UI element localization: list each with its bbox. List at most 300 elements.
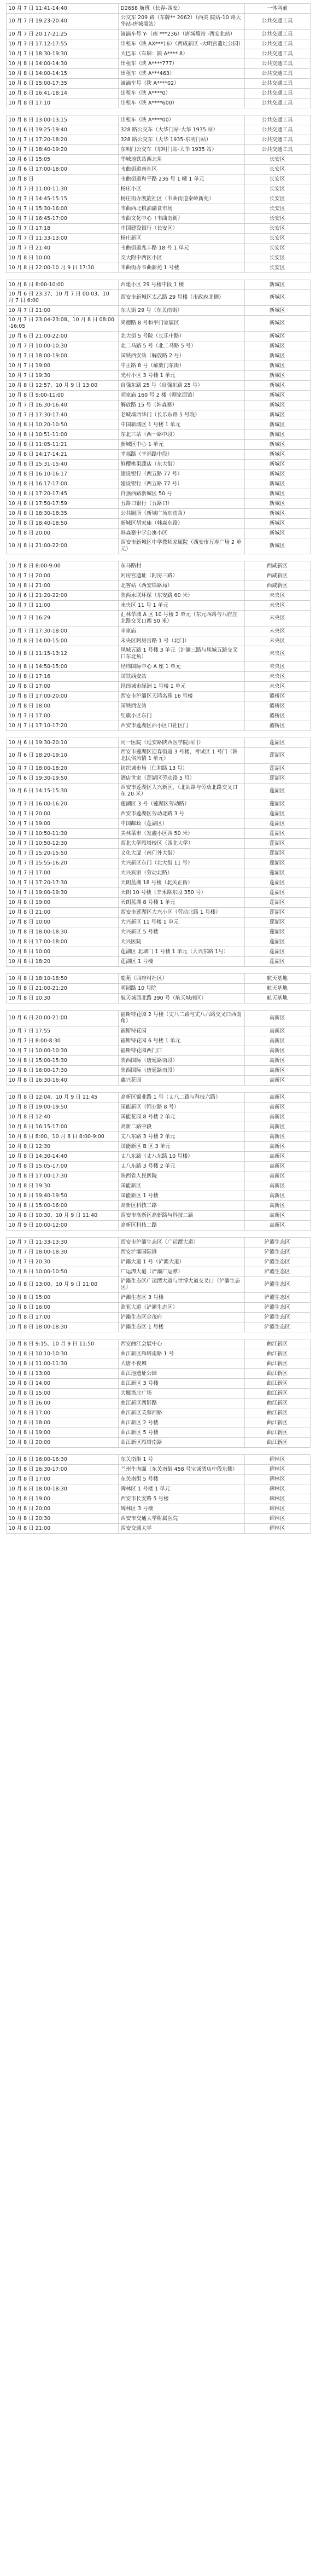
time-cell: 10 月 7 日 10:50-12:30 [6, 839, 118, 849]
table-row [6, 692, 310, 701]
time-cell: 10 月 7 日 20:17-21:25 [6, 30, 118, 39]
place-cell: 东明门公交车（东明门站-大华 1935 站） [118, 145, 244, 155]
time-cell: 10 月 8 日 16:00-16:30 [6, 1455, 118, 1465]
district-cell: 浐灞生态区 [244, 1238, 310, 1248]
place-cell: 解放路 15 号（韩森寨） [118, 401, 244, 410]
table-row [6, 774, 310, 784]
district-cell: 长安区 [244, 165, 310, 175]
district-cell: 新城区 [244, 469, 310, 479]
place-cell: 辛家庙 [118, 626, 244, 636]
time-cell: 10 月 8 日 8:00-9:00 [6, 561, 118, 571]
table-row [6, 984, 310, 994]
table-row [6, 918, 310, 927]
place-cell: 红旗小区东门 [118, 711, 244, 721]
table-row [6, 1494, 310, 1504]
table-row [6, 184, 310, 194]
place-cell: 东关南街 1 号 [118, 1455, 244, 1465]
district-cell: 未央区 [244, 672, 310, 682]
time-cell: 10 月 8 日 19:00 [6, 1494, 118, 1504]
place-cell: 碑林区 3 号楼 [118, 1504, 244, 1514]
district-cell: 高新区 [244, 1076, 310, 1086]
time-cell: 10 月 8 日 19:00-19:50 [6, 1103, 118, 1112]
table-row [6, 1171, 310, 1181]
district-cell: 碑林区 [244, 1514, 310, 1524]
table-row [6, 469, 310, 479]
place-cell: 滴滴车号（陕 A****02） [118, 79, 244, 89]
place-cell: 韦曲文化中心（韦曲南街） [118, 214, 244, 224]
place-cell: 高新区科技二路 [118, 1201, 244, 1211]
district-cell: 曲江新区 [244, 1349, 310, 1359]
district-cell: 曲江新区 [244, 1399, 310, 1408]
time-cell: 10 月 8 日 20:00 [6, 1504, 118, 1514]
district-cell: 新城区 [244, 489, 310, 499]
table-row [6, 361, 310, 371]
place-cell: 韩森寨中学公寓小区 [118, 529, 244, 538]
place-cell: 大兴医院 [118, 937, 244, 947]
district-cell: 未央区 [244, 682, 310, 692]
table-row [6, 974, 310, 984]
district-cell: 新城区 [244, 450, 310, 460]
time-cell: 10 月 7 日 20:00 [6, 571, 118, 581]
place-cell: 西安交通大学 [118, 1524, 244, 1534]
table-row [6, 1152, 310, 1162]
district-cell: 莲湖区 [244, 898, 310, 908]
district-cell: 公共交通工具 [244, 145, 310, 155]
table-row [6, 39, 310, 49]
district-cell: 碑林区 [244, 1465, 310, 1475]
schedule-table [6, 1454, 311, 1534]
place-cell: 碑林区 1 号楼 1 单元 [118, 1484, 244, 1494]
time-cell: 10 月 8 日 17:00 [6, 682, 118, 692]
time-cell: 10 月 8 日 10:00-10:50 [6, 1267, 118, 1277]
time-cell: 10 月 8 日 16:41-18:14 [6, 89, 118, 98]
place-cell: 福斯特花园西门口 [118, 1046, 244, 1056]
place-cell: 国能新区 B 区 3 单元 [118, 1142, 244, 1152]
time-cell: 10 月 8 日 10:00 [6, 947, 118, 957]
table-row [6, 878, 310, 888]
place-cell: 大唐不夜城 [118, 1359, 244, 1369]
place-cell: 西安浐灞国际港 [118, 1248, 244, 1257]
district-cell: 浐灞生态区 [244, 1313, 310, 1322]
district-cell: 新城区 [244, 391, 310, 401]
district-cell: 长安区 [244, 224, 310, 234]
table-row [6, 764, 310, 774]
place-cell: 西安曲江会展中心 [118, 1339, 244, 1349]
place-cell: 国铁西安站 [118, 701, 244, 711]
time-cell: 10 月 8 日 10:20-10:50 [6, 420, 118, 430]
time-cell: 10 月 6 日 21:00-22:00 [6, 332, 118, 341]
district-cell: 莲湖区 [244, 868, 310, 878]
schedule-table [6, 115, 311, 273]
place-cell: 光村小区 3 号楼 1 单元 [118, 371, 244, 381]
time-cell: 10 月 8 日 17:00 [6, 1408, 118, 1418]
time-cell: 10 月 8 日 18:30-18:35 [6, 509, 118, 519]
table-row [6, 1191, 310, 1201]
district-cell: 曲江新区 [244, 1359, 310, 1369]
time-cell: 10 月 6 日 18:20-19:10 [6, 748, 118, 764]
district-cell: 公共交通工具 [244, 59, 310, 69]
place-cell: 西安市新城区中学教师家属院（西安市万寿广场 2 单元） [118, 538, 244, 554]
table-row [6, 1313, 310, 1322]
time-cell: 10 月 8 日 22:00-10 月 9 日 17:30 [6, 263, 118, 273]
time-cell: 10 月 7 日 23:04-23:08、10 月 8 日 08:00-16:05 [6, 316, 118, 332]
time-cell: 10 月 8 日 14:17-14:21 [6, 450, 118, 460]
district-cell: 莲湖区 [244, 809, 310, 819]
time-cell: 10 月 8 日 14:00 [6, 1379, 118, 1389]
place-cell: 韦曲街办韦曲新苑 1 号楼 [118, 263, 244, 273]
time-cell: 10 月 8 日 15:31-15:40 [6, 460, 118, 469]
place-cell: 韦曲西北粮油副食市场 [118, 204, 244, 214]
district-cell: 莲湖区 [244, 799, 310, 809]
time-cell: 10 月 7 日 14:45-15:15 [6, 194, 118, 204]
place-cell: 老城墙西华门（长乐东路 5 号院） [118, 410, 244, 420]
table-row [6, 98, 310, 108]
district-cell: 长安区 [244, 184, 310, 194]
table-row [6, 145, 310, 155]
table-row [6, 1514, 310, 1524]
place-cell: 国铁西安站（解放路 2 号） [118, 351, 244, 361]
table-row [6, 115, 310, 125]
time-cell: 10 月 8 日 12:04、10 月 9 日 11:45 [6, 1093, 118, 1103]
district-cell: 航天基地 [244, 984, 310, 994]
time-cell: 10 月 8 日 21:00 [6, 1524, 118, 1534]
place-cell: 丈八东路 3 号楼 2 单元 [118, 1132, 244, 1142]
table-row [6, 263, 310, 273]
time-cell: 10 月 8 日 15:05-17:00 [6, 1162, 118, 1171]
place-cell: 广运潭大道（浐灞广运潭） [118, 1267, 244, 1277]
time-cell: 10 月 8 日 18:00-18:30 [6, 927, 118, 937]
district-cell: 曲江新区 [244, 1369, 310, 1379]
place-cell: 未央区阿房宫路 1 号（北门） [118, 636, 244, 646]
table-row [6, 898, 310, 908]
time-cell: 10 月 9 日 10:00-12:00 [6, 1221, 118, 1231]
table-row [6, 1428, 310, 1438]
time-cell: 10 月 8 日 20:00 [6, 1438, 118, 1448]
district-cell: 曲江新区 [244, 1438, 310, 1448]
district-cell: 新城区 [244, 479, 310, 489]
time-cell: 10 月 8 日 10:30、10 月 9 日 11:40 [6, 1211, 118, 1221]
table-row [6, 1011, 310, 1026]
time-cell: 10 月 7 日 17:55 [6, 1026, 118, 1036]
place-cell: 建设银行（西五路 77 号） [118, 469, 244, 479]
place-cell: 丈八东路（丈八东路 10 号楼） [118, 1152, 244, 1162]
district-cell: 公共交通工具 [244, 39, 310, 49]
district-cell: 长安区 [244, 155, 310, 165]
table-row [6, 1389, 310, 1399]
time-cell: 10 月 8 日 20:30 [6, 1514, 118, 1524]
table-row [6, 1267, 310, 1277]
time-cell: 10 月 7 日 11:00 [6, 601, 118, 611]
place-cell: 杨庄街办凯旋社区（韦曲街道秦岭新苑） [118, 194, 244, 204]
time-cell: 10 月 7 日 16:45-17:00 [6, 214, 118, 224]
table-row [6, 868, 310, 878]
table-row [6, 14, 310, 30]
place-cell: 曲江池遗址公园 [118, 1369, 244, 1379]
district-cell: 莲湖区 [244, 918, 310, 927]
place-cell: 北客站（西安铁路局） [118, 581, 244, 591]
place-cell: 福斯特花园 6 号楼 1 单元 [118, 1036, 244, 1046]
table-row [6, 1257, 310, 1267]
table-row [6, 440, 310, 450]
time-cell: 10 月 8 日 14:00-14:15 [6, 69, 118, 79]
table-row [6, 721, 310, 731]
place-cell: 经纬城市绿洲 1 号楼 1 单元 [118, 682, 244, 692]
table-row [6, 1238, 310, 1248]
district-cell: 莲湖区 [244, 829, 310, 839]
table-row [6, 224, 310, 234]
time-cell: 10 月 7 日 18:00-18:20 [6, 764, 118, 774]
schedule-table [6, 1092, 311, 1231]
district-cell: 新城区 [244, 440, 310, 450]
table-row [6, 957, 310, 967]
time-cell: 10 月 8 日 12:57、10 月 9 日 13:00 [6, 381, 118, 391]
place-cell: 东关南街 5 号楼 [118, 1475, 244, 1484]
time-cell: 10 月 8 日 17:20-17:45 [6, 489, 118, 499]
district-cell: 西咸新区 [244, 581, 310, 591]
district-cell: 新城区 [244, 341, 310, 351]
place-cell: 西安市莲湖区大兴新区、（北站路与劳动北路交叉口东 20 米） [118, 784, 244, 799]
place-cell: 公交车 209 路（车牌** 2062）（西美 院站-10 路大华站-唐城墙站） [118, 14, 244, 30]
district-cell: 未央区 [244, 646, 310, 662]
table-row [6, 626, 310, 636]
table-row [6, 4, 310, 14]
district-cell: 新城区 [244, 306, 310, 316]
place-cell: 韦曲街道兆丰路 18 号 1 单元 [118, 243, 244, 253]
district-cell: 航天基地 [244, 994, 310, 1003]
place-cell: 酒店世家（莲湖区劳动路 5 号） [118, 774, 244, 784]
table-row [6, 155, 310, 165]
place-cell: 曲江新区雁塔南路 [118, 1438, 244, 1448]
table-row [6, 280, 310, 290]
district-cell: 高新区 [244, 1036, 310, 1046]
place-cell: 莲湖区 1 号楼 [118, 957, 244, 967]
district-cell: 高新区 [244, 1026, 310, 1036]
district-cell: 浐灞生态区 [244, 1293, 310, 1303]
table-row [6, 1076, 310, 1086]
district-cell: 新城区 [244, 420, 310, 430]
time-cell: 10 月 8 日 16:00 [6, 1303, 118, 1313]
place-cell: 曲江新区 5 号楼 [118, 1428, 244, 1438]
time-cell: 10 月 8 日 18:40-18:50 [6, 519, 118, 529]
district-cell: 新城区 [244, 371, 310, 381]
time-cell: 10 月 8 日 16:30-17:00 [6, 1465, 118, 1475]
place-cell: 杨庄小区 [118, 184, 244, 194]
district-cell: 西咸新区 [244, 561, 310, 571]
place-cell: 大巴车（车牌：陕 A**** 8） [118, 49, 244, 59]
place-cell: 汇林华城 A 区 10 号楼 2 单元（东元西路与八府庄北路交叉口西 50 米） [118, 611, 244, 626]
district-cell: 公共交通工具 [244, 89, 310, 98]
time-cell: 10 月 8 日 10:51-11:00 [6, 430, 118, 440]
place-cell: 大兴新区 11 号楼 1 单元 [118, 918, 244, 927]
place-cell: 国能花园 8 号楼 2 单元 [118, 1112, 244, 1122]
district-cell: 新城区 [244, 538, 310, 554]
table-row [6, 908, 310, 918]
table-row [6, 888, 310, 898]
district-cell: 新城区 [244, 332, 310, 341]
table-row [6, 1399, 310, 1408]
district-cell: 长安区 [244, 234, 310, 243]
place-cell: 陕西国际（唐延路南段） [118, 1066, 244, 1076]
time-cell: 10 月 7 日 17:12-17:55 [6, 39, 118, 49]
time-cell: 10 月 8 日 11:00-11:30 [6, 1359, 118, 1369]
time-cell: 10 月 8 日 14:00-15:00 [6, 636, 118, 646]
place-cell: 浐灞生态区 1 号楼 [118, 1322, 244, 1332]
district-cell: 高新区 [244, 1122, 310, 1132]
district-cell: 未央区 [244, 591, 310, 601]
district-cell: 高新区 [244, 1112, 310, 1122]
table-row [6, 1322, 310, 1332]
table-row [6, 1211, 310, 1221]
place-cell: 中国新城区 1 号楼 1 单元 [118, 420, 244, 430]
district-cell: 公共交通工具 [244, 115, 310, 125]
district-cell: 浐灞生态区 [244, 1322, 310, 1332]
place-cell: 中国建设银行（长安区） [118, 224, 244, 234]
time-cell: 10 月 7 日 17:20-18:20 [6, 135, 118, 145]
table-row [6, 809, 310, 819]
district-cell: 新城区 [244, 529, 310, 538]
district-cell: 新城区 [244, 351, 310, 361]
time-cell: 10 月 8 日 17:00-18:00 [6, 937, 118, 947]
time-cell: 10 月 7 日 11:33-13:00 [6, 234, 118, 243]
table-row [6, 1379, 310, 1389]
place-cell: 中正路 8 号（解放门东街） [118, 361, 244, 371]
table-row [6, 1221, 310, 1231]
district-cell: 碑林区 [244, 1455, 310, 1465]
place-cell: 大兴新区 5 号楼 [118, 927, 244, 937]
place-cell: 大兴宾馆（劳动北路） [118, 868, 244, 878]
time-cell: 10 月 8 日 18:00-18:30 [6, 1484, 118, 1494]
place-cell: 出租车（陕 A***463） [118, 69, 244, 79]
place-cell: 陕西省人民医院 [118, 1171, 244, 1181]
table-row [6, 1248, 310, 1257]
table-row [6, 646, 310, 662]
place-cell: 国铁西安站 [118, 672, 244, 682]
schedule-table [6, 738, 311, 967]
time-cell: 10 月 8 日 11:05-11:21 [6, 440, 118, 450]
district-cell: 公共交通工具 [244, 98, 310, 108]
place-cell: 西安市莲湖区迎春街道 3 号楼，考试区 1 号门（陕北民俗风情 1 单元） [118, 748, 244, 764]
table-row [6, 748, 310, 764]
place-cell: 西安市莲湖区劳动北路 3 号 [118, 809, 244, 819]
time-cell: 10 月 8 日 17:10 [6, 98, 118, 108]
table-row [6, 1293, 310, 1303]
district-cell: 莲湖区 [244, 957, 310, 967]
time-cell: 10 月 7 日 15:55-16:20 [6, 858, 118, 868]
table-row [6, 1122, 310, 1132]
district-cell: 公共交通工具 [244, 135, 310, 145]
district-cell: 未央区 [244, 662, 310, 672]
table-row [6, 1359, 310, 1369]
table-row [6, 306, 310, 316]
table-row [6, 799, 310, 809]
table-row [6, 1484, 310, 1494]
table-row [6, 591, 310, 601]
time-cell: 10 月 8 日 17:00 [6, 1475, 118, 1484]
place-cell: 华城地铁站西北角 [118, 155, 244, 165]
district-cell: 碑林区 [244, 1475, 310, 1484]
district-cell: 公共交通工具 [244, 49, 310, 59]
time-cell: 10 月 7 日 17:00 [6, 868, 118, 878]
district-cell: 新城区 [244, 381, 310, 391]
time-cell: 10 月 7 日 17:18 [6, 224, 118, 234]
table-row [6, 1408, 310, 1418]
district-cell: 高新区 [244, 1056, 310, 1066]
time-cell: 10 月 8 日 19:40-19:50 [6, 1191, 118, 1201]
table-row [6, 849, 310, 858]
table-row [6, 1093, 310, 1103]
place-cell: 尚德路 8 号和平门家属区 [118, 316, 244, 332]
table-row [6, 1142, 310, 1152]
table-row [6, 561, 310, 571]
district-cell: 未央区 [244, 636, 310, 646]
place-cell: 高新区科技二路 [118, 1221, 244, 1231]
time-cell: 10 月 7 日 18:00-19:00 [6, 351, 118, 361]
table-row [6, 175, 310, 184]
district-cell: 长安区 [244, 243, 310, 253]
place-cell: 西安市莲湖区大兴小区（劳动北路 1 号楼） [118, 908, 244, 918]
district-cell: 曲江新区 [244, 1418, 310, 1428]
table-row [6, 1066, 310, 1076]
time-cell: 10 月 7 日 20:30 [6, 1257, 118, 1267]
time-cell: 10 月 8 日 19:00 [6, 898, 118, 908]
table-row [6, 662, 310, 672]
district-cell: 高新区 [244, 1011, 310, 1026]
place-cell: 杨庄新区 [118, 234, 244, 243]
table-row [6, 410, 310, 420]
place-cell: 曲江新区芙蓉西路 [118, 1408, 244, 1418]
table-row [6, 1524, 310, 1534]
table-row [6, 1026, 310, 1036]
place-cell: 阿房宫遗址（阿房三路） [118, 571, 244, 581]
time-cell: 10 月 6 日 17:00-18:00 [6, 165, 118, 175]
district-cell: 灞桥区 [244, 721, 310, 731]
place-cell: 西安市沪灞生态区（广运潭大道） [118, 1238, 244, 1248]
table-row [6, 59, 310, 69]
place-cell: 莲湖区 北城门 1 号楼 1 单元（大兴东路 1号） [118, 947, 244, 957]
district-cell: 高新区 [244, 1211, 310, 1221]
district-cell: 莲湖区 [244, 947, 310, 957]
table-row [6, 829, 310, 839]
district-cell: 莲湖区 [244, 937, 310, 947]
table-row [6, 125, 310, 135]
time-cell: 10 月 7 日 15:20-15:50 [6, 849, 118, 858]
district-cell: 浐灞生态区 [244, 1267, 310, 1277]
table-row [6, 341, 310, 351]
place-cell: 曲江新区西影路 [118, 1399, 244, 1408]
time-cell: 10 月 8 日 15:00 [6, 1293, 118, 1303]
place-cell: 滴滴车号 Y-（南 ***236）（唐城墙站 -西安北站） [118, 30, 244, 39]
place-cell: 北大街 5 号院（长乐中路） [118, 332, 244, 341]
time-cell: 10 月 8 日 13:00 [6, 1369, 118, 1379]
time-cell: 10 月 7 日 18:00-18:30 [6, 1248, 118, 1257]
district-cell: 公共交通工具 [244, 79, 310, 89]
place-cell: 328 路公交车（大华门站-大华 1935 站） [118, 125, 244, 135]
district-cell: 西咸新区 [244, 571, 310, 581]
place-cell: 西建小区 29 号楼中段 1 楼 [118, 280, 244, 290]
district-cell: 高新区 [244, 1221, 310, 1231]
place-cell: 浐灞生态区广运潭大道与世博大道交叉口（浐灞生态区） [118, 1277, 244, 1293]
place-cell: 东马路村 [118, 561, 244, 571]
table-row [6, 672, 310, 682]
time-cell: 10 月 8 日 14:30-14:40 [6, 1152, 118, 1162]
time-cell: 10 月 8 日 8:00-10:00 [6, 280, 118, 290]
table-row [6, 204, 310, 214]
district-cell: 新城区 [244, 509, 310, 519]
time-cell: 10 月 8 日 16:15-17:00 [6, 1122, 118, 1132]
table-row [6, 316, 310, 332]
time-cell: 10 月 8 日 19:30 [6, 1181, 118, 1191]
time-cell: 10 月 8 日 13:00-13:15 [6, 115, 118, 125]
